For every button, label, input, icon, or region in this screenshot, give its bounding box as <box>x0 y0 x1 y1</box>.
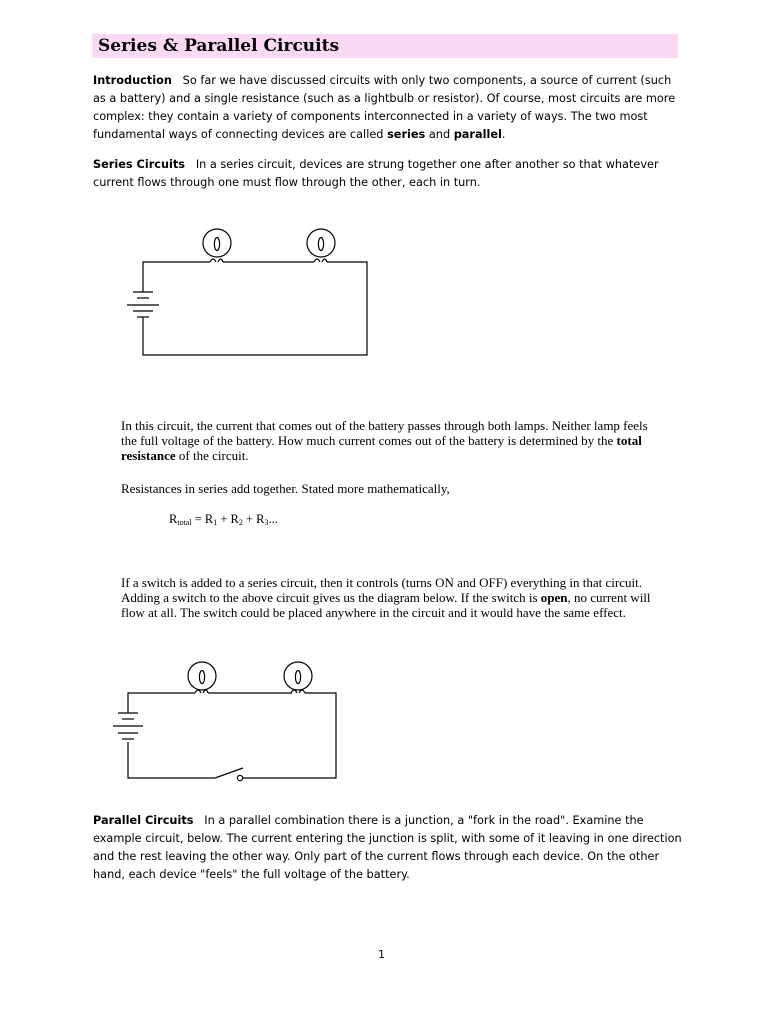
series-circuit-diagram <box>110 222 380 362</box>
lamp-icon <box>203 229 231 262</box>
formula-sub-1: 1 <box>213 518 218 527</box>
parallel-heading: Parallel Circuits <box>93 814 194 827</box>
formula-plus-2: + R <box>242 512 265 526</box>
battery-icon <box>113 713 143 739</box>
resistance-paragraph: Resistances in series add together. Stated more mathematically, <box>121 481 450 496</box>
intro-text-c: . <box>501 128 506 141</box>
formula-sub-2: 2 <box>238 518 243 527</box>
current-text-b: of the circuit. <box>175 448 249 463</box>
current-text-a: In this circuit, the current that comes out of the battery passes through both lamps. Neither lamp feels the full voltage of the battery. How much current comes out of the battery is determined by the <box>121 418 648 448</box>
wire-top-left <box>128 693 195 713</box>
formula-sub-3: 3 <box>264 518 269 527</box>
total-resistance-bold: total resistance <box>121 433 642 463</box>
intro-paragraph <box>93 72 683 144</box>
formula-tail: ... <box>268 512 278 526</box>
switch-text-a: If a switch is added to a series circuit, then it controls (turns ON and OFF) everything in that circuit. Adding a switch to the above circuit gives us the diagram below. If the switch is <box>121 575 642 605</box>
wire-right-bottom <box>243 693 336 778</box>
parallel-paragraph <box>93 812 683 884</box>
switch-icon <box>215 768 243 781</box>
series-heading: Series Circuits <box>93 158 186 171</box>
page-number: 1 <box>378 948 385 961</box>
series-paragraph <box>93 156 683 192</box>
wire-bottom-left <box>128 742 215 778</box>
current-paragraph <box>121 418 661 463</box>
lamp-icon <box>307 229 335 262</box>
lamp-icon <box>188 662 216 693</box>
intro-bold-series: series <box>387 128 426 141</box>
intro-bold-parallel: parallel <box>453 128 502 141</box>
wire-right-bottom <box>143 262 367 355</box>
formula-plus-1: + R <box>217 512 239 526</box>
battery-icon <box>127 292 159 317</box>
intro-text-b: and <box>425 128 454 141</box>
parallel-text: In a parallel combination there is a junction, a "fork in the road". Examine the example circuit, below. The current entering the junction is split, with some of it leaving in one direction and the rest leaving the other way. Only part of the current flows through each device. On the other hand, each device "feels" the full voltage of the battery. <box>93 814 682 881</box>
open-bold: open <box>540 590 568 605</box>
series-text: In a series circuit, devices are strung together one after another so that whatever current flows through one must flow through the other, each in turn. <box>93 158 659 189</box>
switch-paragraph <box>121 575 661 620</box>
wire-top-left <box>143 262 210 292</box>
resistance-formula <box>169 512 278 527</box>
formula-r: R <box>169 512 178 526</box>
switch-text-b: , no current will flow at all. The switch could be placed anywhere in the circuit and it would have the same effect. <box>121 590 651 620</box>
series-switch-circuit-diagram <box>105 652 345 792</box>
intro-text-a: So far we have discussed circuits with only two components, a source of current (such as a battery) and a single resistance (such as a lightbulb or resistor). Of course, most circuits are more complex: they contain a variety of components interconnected in a variety of ways. The two most fundamental ways of connecting devices are called <box>93 74 676 141</box>
lamp-icon <box>284 662 312 693</box>
formula-eq: = R <box>191 512 214 526</box>
page-title: Series & Parallel Circuits <box>98 36 340 56</box>
intro-heading: Introduction <box>93 74 172 87</box>
formula-sub-total: total <box>177 518 192 527</box>
